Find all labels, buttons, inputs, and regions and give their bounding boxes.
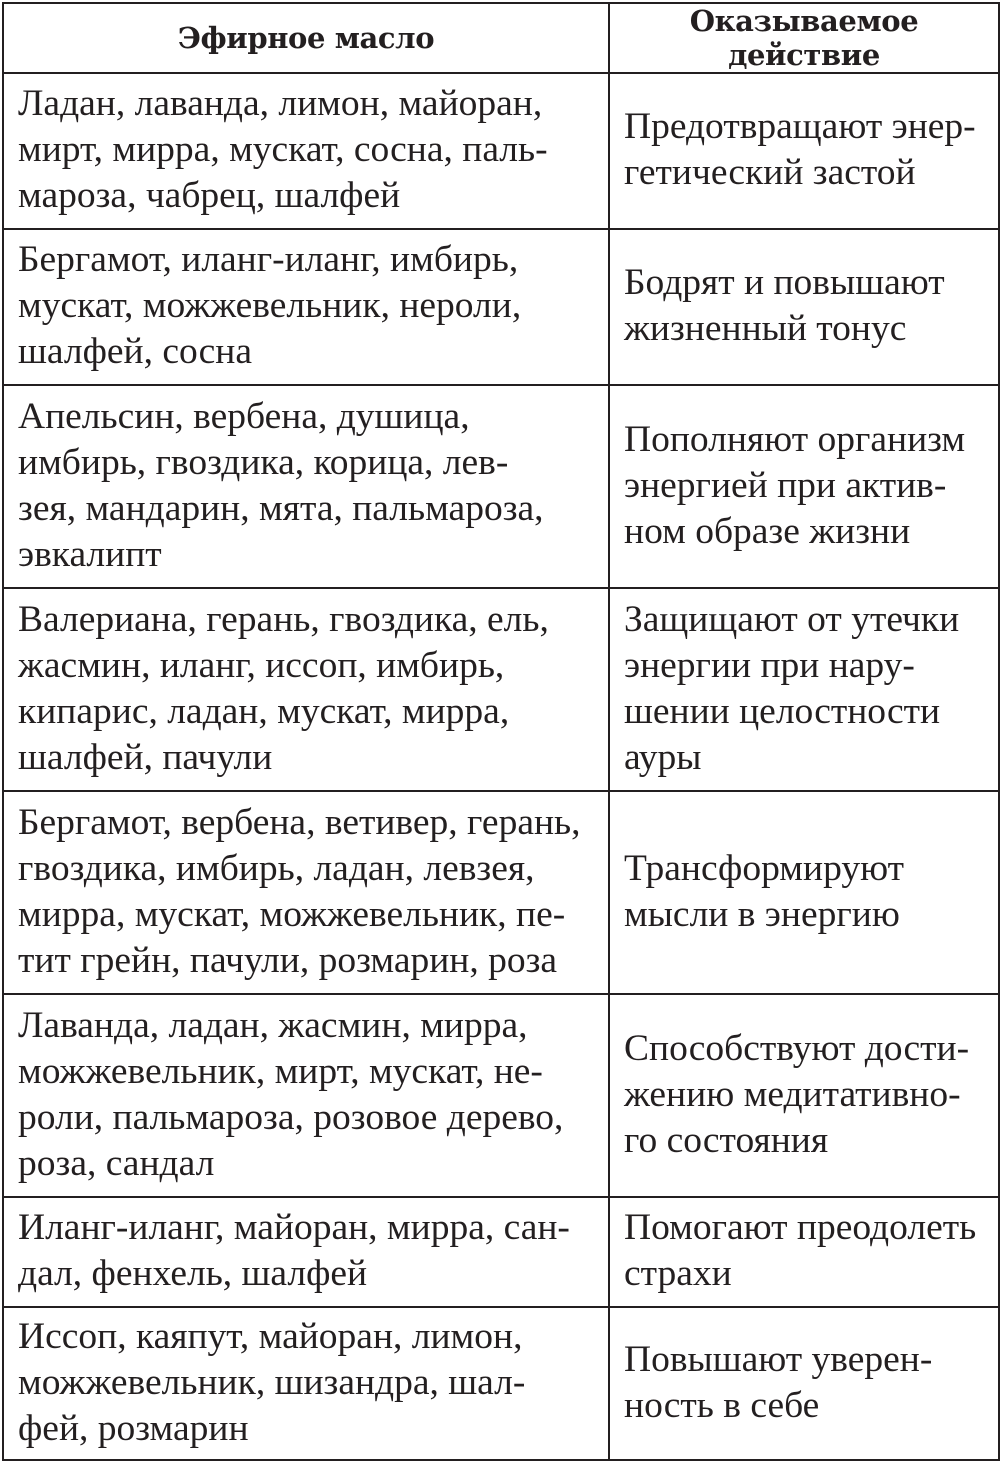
effect-cell (609, 994, 999, 1197)
effect-line: Повышают уверен- (624, 1338, 933, 1380)
effect-cell (609, 791, 999, 994)
table-row (3, 994, 999, 1197)
effect-line: страхи (624, 1253, 732, 1294)
oils-line: Бергамот, иланг-иланг, имбирь, (18, 239, 519, 280)
oils-cell (3, 994, 609, 1197)
oils-line: Бергамот, вербена, ветивер, герань, (18, 801, 581, 843)
effect-line: жению медитативно- (624, 1073, 961, 1115)
effect-line: Способствуют дости- (624, 1027, 970, 1069)
oils-cell (3, 588, 609, 791)
header-row (3, 3, 999, 73)
oils-cell (3, 385, 609, 588)
oils-line: имбирь, гвоздика, корица, лев- (18, 441, 509, 483)
header-effect: Оказываемое действие (609, 3, 999, 73)
oils-line: мускат, можжевельник, нероли, (18, 285, 522, 326)
oils-line: шалфей, сосна (18, 331, 253, 372)
oils-cell (3, 1197, 609, 1307)
oils-line: Валериана, герань, гвоздика, ель, (18, 598, 549, 640)
oils-line: эвкалипт (18, 533, 162, 575)
header-essential-oil: Эфирное масло (3, 3, 609, 73)
oils-line: тит грейн, пачули, розмарин, роза (18, 939, 558, 981)
oils-line: роза, сандал (18, 1142, 215, 1184)
effect-line: ауры (624, 736, 702, 778)
oils-line: Апельсин, вербена, душица, (18, 395, 470, 437)
table-row (3, 229, 999, 385)
oils-line: можжевельник, шизандра, шал- (18, 1361, 526, 1403)
effect-line: Бодрят и повышают (624, 262, 945, 303)
effect-line: Трансформируют (624, 847, 904, 889)
effect-line: энергией при актив- (624, 464, 947, 506)
oils-line: фей, розмарин (18, 1407, 249, 1449)
oils-line: кипарис, ладан, мускат, мирра, (18, 690, 510, 732)
table-row (3, 385, 999, 588)
table-body (3, 73, 999, 1460)
oils-line: мароза, чабрец, шалфей (18, 175, 401, 216)
effect-line: Помогают преодолеть (624, 1207, 977, 1248)
oils-line: шалфей, пачули (18, 736, 273, 778)
table-row (3, 1307, 999, 1460)
effect-line: шении целостности (624, 690, 941, 732)
oils-line: гвоздика, имбирь, ладан, левзея, (18, 847, 535, 889)
oils-line: роли, пальмароза, розовое дерево, (18, 1096, 564, 1138)
effect-cell (609, 385, 999, 588)
effect-line: энергии при нару- (624, 644, 915, 686)
table-header (3, 3, 999, 73)
essential-oils-table (2, 2, 1000, 1461)
effect-line: Защищают от утечки (624, 598, 960, 640)
effect-cell (609, 229, 999, 385)
oils-line: мирра, мускат, можжевельник, пе- (18, 893, 566, 935)
oils-line: мирт, мирра, мускат, сосна, паль- (18, 129, 548, 170)
effect-line: жизненный тонус (624, 308, 907, 349)
effect-line: ном образе жизни (624, 510, 911, 552)
oils-line: Ладан, лаванда, лимон, майоран, (18, 83, 543, 124)
oils-line: Лаванда, ладан, жасмин, мирра, (18, 1004, 528, 1046)
oils-cell (3, 73, 609, 229)
oils-cell (3, 791, 609, 994)
table-row (3, 588, 999, 791)
effect-cell (609, 73, 999, 229)
oils-line: Иссоп, каяпут, майоран, лимон, (18, 1315, 523, 1357)
effect-line: Предотвращают энер- (624, 106, 976, 147)
effect-line: го состояния (624, 1119, 829, 1161)
table-row (3, 1197, 999, 1307)
oils-line: жасмин, иланг, иссоп, имбирь, (18, 644, 505, 686)
oils-line: дал, фенхель, шалфей (18, 1253, 368, 1294)
effect-cell (609, 1197, 999, 1307)
effect-cell (609, 1307, 999, 1460)
effect-line: гетический застой (624, 152, 916, 193)
oils-line: Иланг-иланг, майоран, мирра, сан- (18, 1207, 570, 1248)
table-row (3, 73, 999, 229)
effect-line: мысли в энергию (624, 893, 900, 935)
effect-cell (609, 588, 999, 791)
effect-line: Пополняют организм (624, 418, 966, 460)
oils-line: зея, мандарин, мята, пальмароза, (18, 487, 544, 529)
effect-line: ность в себе (624, 1384, 820, 1426)
oils-line: можжевельник, мирт, мускат, не- (18, 1050, 543, 1092)
oils-cell (3, 1307, 609, 1460)
table-row (3, 791, 999, 994)
oils-cell (3, 229, 609, 385)
